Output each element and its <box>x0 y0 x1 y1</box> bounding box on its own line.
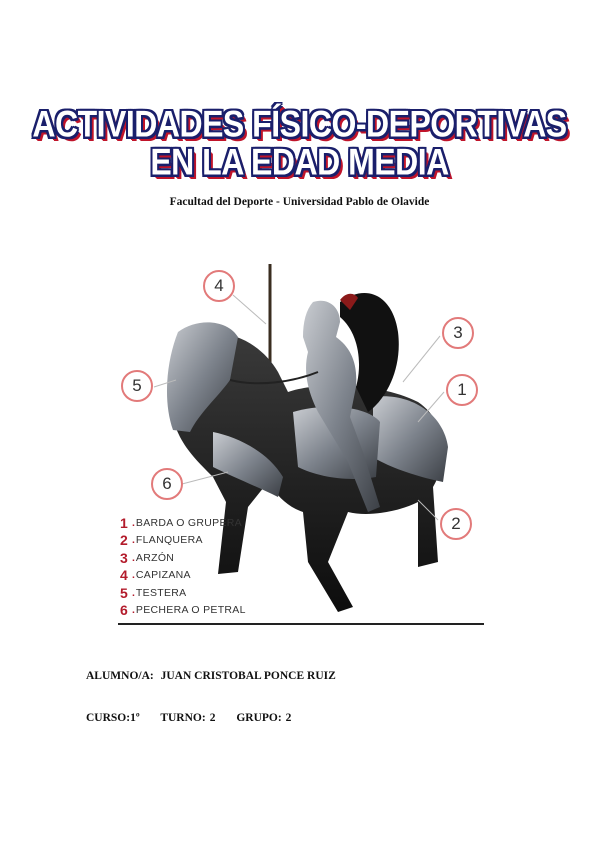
armor-parts-legend <box>120 514 246 619</box>
document-title-line-2: EN LA EDAD MEDIA <box>150 141 449 183</box>
legend-label: TESTERA <box>135 586 187 599</box>
legend-number: 6 <box>120 602 128 619</box>
legend-item <box>120 602 246 620</box>
student-name: JUAN CRISTOBAL PONCE RUIZ <box>160 670 336 682</box>
callout-1: 1 <box>446 374 478 406</box>
student-label: ALUMNO/A: <box>86 670 154 682</box>
legend-number: 4 <box>120 567 128 584</box>
legend-label: FLANQUERA <box>135 534 203 547</box>
legend-dot: . <box>132 586 135 599</box>
legend-label: ARZÓN <box>135 551 175 564</box>
callout-2: 2 <box>440 508 472 540</box>
legend-dot: . <box>132 604 135 617</box>
callout-3: 3 <box>442 317 474 349</box>
student-line <box>86 670 340 682</box>
legend-label: CAPIZANA <box>135 569 191 582</box>
legend-dot: . <box>132 534 135 547</box>
callout-6: 6 <box>151 468 183 500</box>
callout-4: 4 <box>203 270 235 302</box>
curso-value: 1º <box>130 712 140 724</box>
legend-dot: . <box>132 551 135 564</box>
legend-item <box>120 584 246 602</box>
legend-number: 5 <box>120 584 128 601</box>
turno-label: TURNO: <box>160 712 206 724</box>
legend-label: BARDA O GRUPERA <box>135 516 242 529</box>
legend-label: PECHERA O PETRAL <box>135 604 246 617</box>
document-subtitle: Facultad del Deporte - Universidad Pablo de Olavide <box>169 196 430 208</box>
legend-number: 2 <box>120 532 128 549</box>
course-line <box>86 712 295 724</box>
legend-number: 1 <box>120 514 128 531</box>
grupo-label: GRUPO: <box>236 712 282 724</box>
legend-item <box>120 514 246 532</box>
grupo-value: 2 <box>285 712 292 724</box>
legend-item <box>120 549 246 567</box>
figure-baseline-divider <box>118 623 484 625</box>
legend-dot: . <box>132 516 135 529</box>
callout-5: 5 <box>121 370 153 402</box>
document-title-line-1: ACTIVIDADES FÍSICO-DEPORTIVAS <box>32 103 567 145</box>
legend-dot: . <box>132 569 135 582</box>
legend-item <box>120 532 246 550</box>
legend-item <box>120 567 246 585</box>
curso-label: CURSO: <box>86 712 131 724</box>
legend-number: 3 <box>120 549 128 566</box>
turno-value: 2 <box>209 712 216 724</box>
